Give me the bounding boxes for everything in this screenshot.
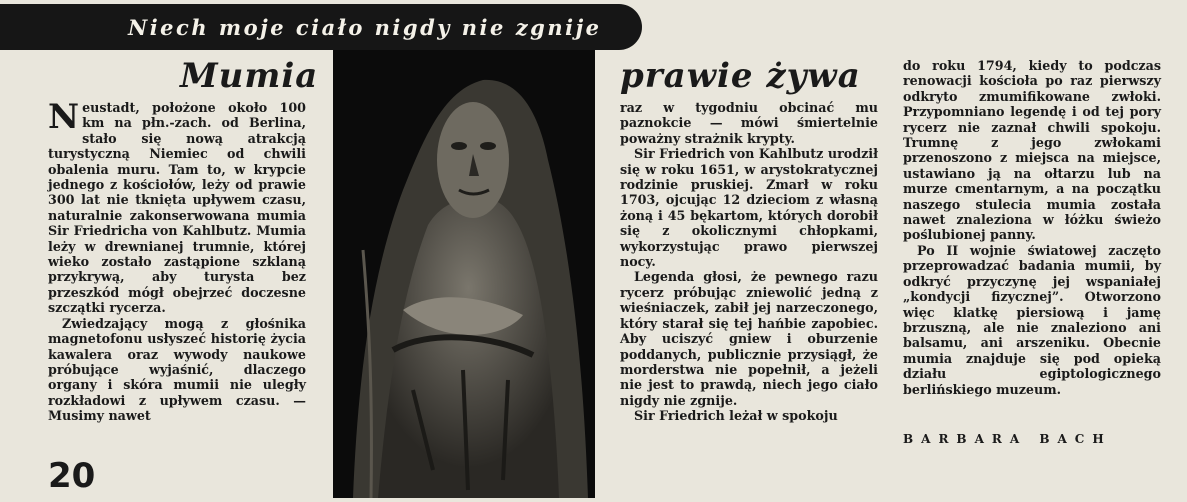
mummy-photo	[333, 50, 595, 498]
mummy-image	[333, 50, 595, 498]
drop-cap: N	[48, 97, 80, 137]
paragraph: do roku 1794, kiedy to podczas renowacji kościoła po raz pierwszy odkryto zmumifikowane zwłoki. Przypomniano legendę i od tej pory rycerz nie zaznał chwili spokoju. Trumnę z jego zwłokami przenoszono z miejsca na miejsce, ustawiano ją na ołtarzu lub na murze cmentarnym, a na początku naszego stulecia mumia została nawet znaleziona w łóżku świeżo poślubionej panny.	[903, 58, 1161, 243]
article-column-3	[903, 58, 1161, 397]
paragraph: Sir Friedrich von Kahlbutz urodził się w roku 1651, w arystokratycznej rodzinie pruskiej. Zmarł w roku 1703, ojcując 12 dzieciom z własną żoną i 45 bękartom, których dorobił się z okolicznymi chłopkami, wykorzystując prawo pierwszej nocy.	[620, 146, 878, 270]
paragraph: Po II wojnie światowej zaczęto przeprowadzać badania mumii, by odkryć przyczynę jej wspaniałej „kondycji fizycznej”. Otworzono więc klatkę piersiową i jamę brzuszną, ale nie znaleziono ani balsamu, ani arszeniku. Obecnie mumia znajduje się pod opieką działu egiptologicznego berlińskiego muzeum.	[903, 242, 1161, 397]
article-column-1	[48, 97, 306, 424]
paragraph: Neustadt, położone około 100 km na płn.-zach. od Berlina, stało się nową atrakcją turystyczną Niemiec od chwili obalenia muru. Tam to, w krypcie jednego z kościołów, leży od prawie 300 lat nie tknięta upływem czasu, naturalnie zakonserwowana mumia Sir Friedricha von Kahlbutz. Mumia leży w drewnianej trumnie, której wieko zostało zastąpione szklaną przykrywą, aby turysta bez przeszkód mógł obejrzeć doczesne szczątki rycerza.	[48, 97, 306, 316]
article-column-2	[620, 100, 878, 424]
paragraph: raz w tygodniu obcinać mu paznokcie — mówi śmiertelnie poważny strażnik krypty.	[620, 100, 878, 146]
paragraph: Zwiedzający mogą z głośnika magnetofonu usłyszeć historię życia kawalera oraz wywody naukowe próbujące wyjaśnić, dlaczego organy i skóra mumii nie uległy rozkładowi z upływem czasu. — Musimy nawet	[48, 315, 306, 424]
page-number: 20	[48, 456, 96, 496]
header-banner	[0, 4, 642, 50]
banner-title: Niech moje ciało nigdy nie zgnije	[128, 15, 602, 40]
author-byline: BARBARA BACH	[903, 432, 1112, 446]
paragraph: Sir Friedrich leżał w spokoju	[634, 408, 838, 424]
paragraph: Legenda głosi, że pewnego razu rycerz próbując zniewolić jedną z wieśniaczek, zabił jej narzeczonego, który starał się tej hańbie zapobiec. Aby uciszyć gniew i oburzenie poddanych, publicznie przysiągł, że morderstwa nie popełnił, a jeżeli nie jest to prawdą, niech jego ciało nigdy nie zgnije.	[620, 269, 878, 408]
headline-left: Mumia	[180, 56, 319, 96]
headline-right: prawie żywa	[620, 56, 861, 96]
